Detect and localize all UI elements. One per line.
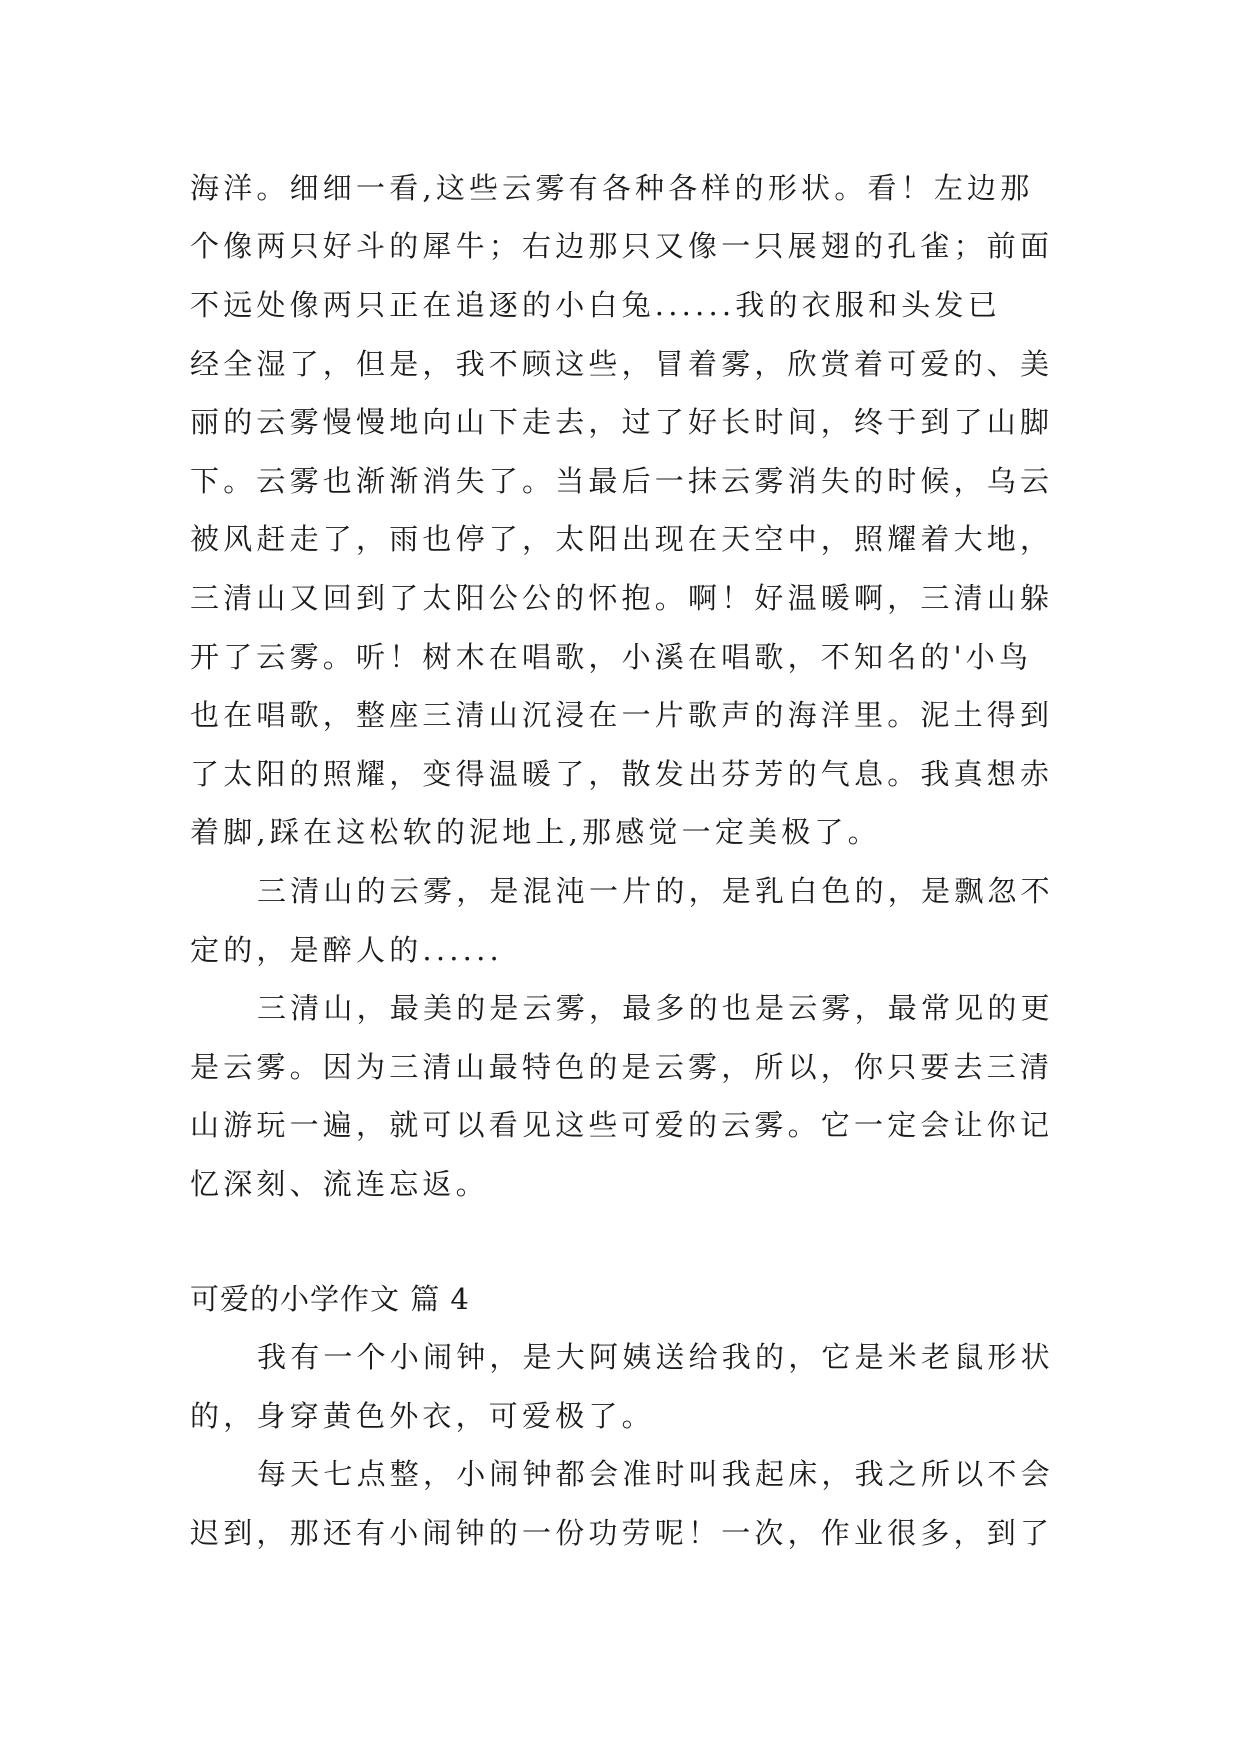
paragraph-start-line: 我有一个小闹钟，是大阿姨送给我的，它是米老鼠形状 xyxy=(257,1340,1054,1374)
text-line: 定的，是醉人的...... xyxy=(190,933,503,967)
text-line: 海洋。细细一看,这些云雾有各种各样的形状。看！左边那 xyxy=(190,171,1034,205)
text-line: 是云雾。因为三清山最特色的是云雾，所以，你只要去三清 xyxy=(190,1050,1054,1084)
text-line: 经全湿了，但是，我不顾这些，冒着雾，欣赏着可爱的、美 xyxy=(190,347,1054,381)
text-line: 被风赶走了，雨也停了，太阳出现在天空中，照耀着大地， xyxy=(190,522,1054,556)
text-line: 三清山又回到了太阳公公的怀抱。啊！好温暖啊，三清山躲 xyxy=(190,581,1054,615)
paragraph-start-line: 三清山的云雾，是混沌一片的，是乳白色的，是飘忽不 xyxy=(257,874,1054,908)
text-line: 丽的云雾慢慢地向山下走去，过了好长时间，终于到了山脚 xyxy=(190,405,1054,439)
text-line: 开了云雾。听！树木在唱歌，小溪在唱歌，不知名的'小鸟 xyxy=(190,640,1033,674)
text-line: 不远处像两只正在追逐的小白兔......我的衣服和头发已 xyxy=(190,288,1001,322)
text-line: 也在唱歌，整座三清山沉浸在一片歌声的海洋里。泥土得到 xyxy=(190,698,1054,732)
text-line: 下。云雾也渐渐消失了。当最后一抹云雾消失的时候，乌云 xyxy=(190,464,1054,498)
text-line: 忆深刻、流连忘返。 xyxy=(190,1167,489,1201)
section-heading: 可爱的小学作文 篇 4 xyxy=(190,1282,470,1316)
paragraph-start-line: 三清山，最美的是云雾，最多的也是云雾，最常见的更 xyxy=(257,991,1054,1025)
text-line: 着脚,踩在这松软的泥地上,那感觉一定美极了。 xyxy=(190,815,881,849)
paragraph-start-line: 每天七点整，小闹钟都会准时叫我起床，我之所以不会 xyxy=(257,1457,1054,1491)
text-line: 的，身穿黄色外衣，可爱极了。 xyxy=(190,1399,655,1433)
text-line: 了太阳的照耀，变得温暖了，散发出芬芳的气息。我真想赤 xyxy=(190,757,1054,791)
text-line: 个像两只好斗的犀牛；右边那只又像一只展翅的孔雀；前面 xyxy=(190,229,1054,263)
text-line: 迟到，那还有小闹钟的一份功劳呢！一次，作业很多，到了 xyxy=(190,1516,1054,1550)
text-line: 山游玩一遍，就可以看见这些可爱的云雾。它一定会让你记 xyxy=(190,1108,1054,1142)
